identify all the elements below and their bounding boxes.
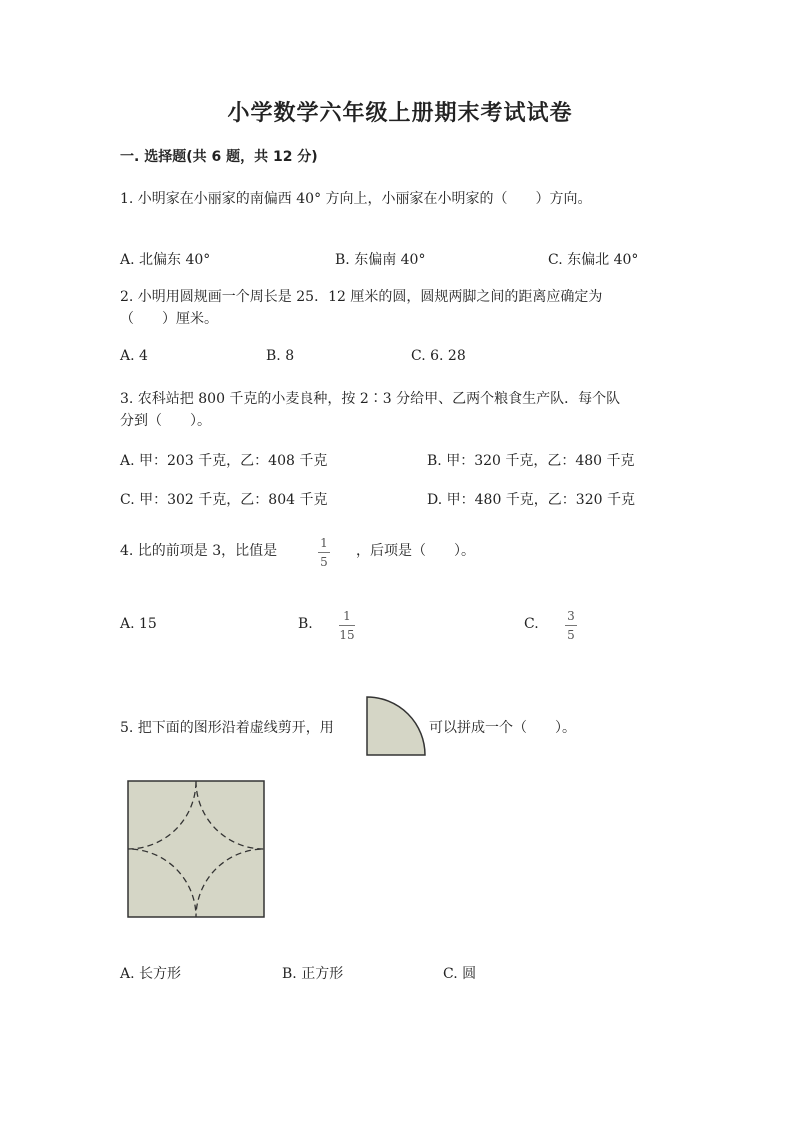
q4-option-c-label: C. [524,616,539,632]
section-heading: 一. 选择题(共 6 题，共 12 分) [120,149,318,165]
square-with-dashed-arcs-figure [127,780,265,918]
q3-option-a: A. 甲：203 千克，乙：408 千克 [120,453,328,469]
q1-option-b: B. 东偏南 40° [335,252,426,268]
q4-option-b-label: B. [298,616,313,632]
question-3-stem-line1: 3. 农科站把 800 千克的小麦良种，按 2∶3 分给甲、乙两个粮食生产队．每个队 [120,391,621,407]
fraction-denominator: 5 [320,555,328,569]
q2-option-a: A. 4 [120,348,148,364]
fraction-bar [339,625,355,626]
quarter-circle-figure [365,695,427,757]
question-2-stem-line2: （ ）厘米。 [120,311,218,327]
fraction-denominator: 15 [339,628,355,642]
q4-option-b-fraction [339,609,355,642]
question-3-stem-line2: 分到（ ）。 [120,413,211,429]
q3-option-d: D. 甲：480 千克，乙：320 千克 [427,492,635,508]
q4-option-a: A. 15 [120,616,157,632]
question-4-stem-start: 4. 比的前项是 3，比值是 [120,543,278,559]
fraction-numerator: 1 [320,536,328,550]
q4-ratio-fraction [318,536,330,569]
fraction-numerator: 1 [343,609,351,623]
q2-option-b: B. 8 [266,348,295,364]
page-title: 小学数学六年级上册期末考试试卷 [227,101,573,126]
q1-option-a: A. 北偏东 40° [120,252,211,268]
q1-option-c: C. 东偏北 40° [548,252,639,268]
fraction-bar [318,552,330,553]
fraction-denominator: 5 [567,628,575,642]
q4-option-c-fraction [565,609,577,642]
q3-option-c: C. 甲：302 千克，乙：804 千克 [120,492,328,508]
fraction-numerator: 3 [567,609,575,623]
question-4-stem-end: ，后项是（ ）。 [356,543,475,559]
fraction-bar [565,625,577,626]
q3-option-b: B. 甲：320 千克，乙：480 千克 [427,453,635,469]
question-5-stem-start: 5. 把下面的图形沿着虚线剪开，用 [120,720,334,736]
q5-option-a: A. 长方形 [120,966,182,982]
question-5-stem-end: 可以拼成一个（ ）。 [429,720,576,736]
q5-option-c: C. 圆 [443,966,477,982]
q2-option-c: C. 6. 28 [411,348,466,364]
question-1-stem: 1. 小明家在小丽家的南偏西 40° 方向上，小丽家在小明家的（ ）方向。 [120,191,592,207]
q5-option-b: B. 正方形 [282,966,344,982]
question-2-stem-line1: 2. 小明用圆规画一个周长是 25．12 厘米的圆，圆规两脚之间的距离应确定为 [120,289,603,305]
